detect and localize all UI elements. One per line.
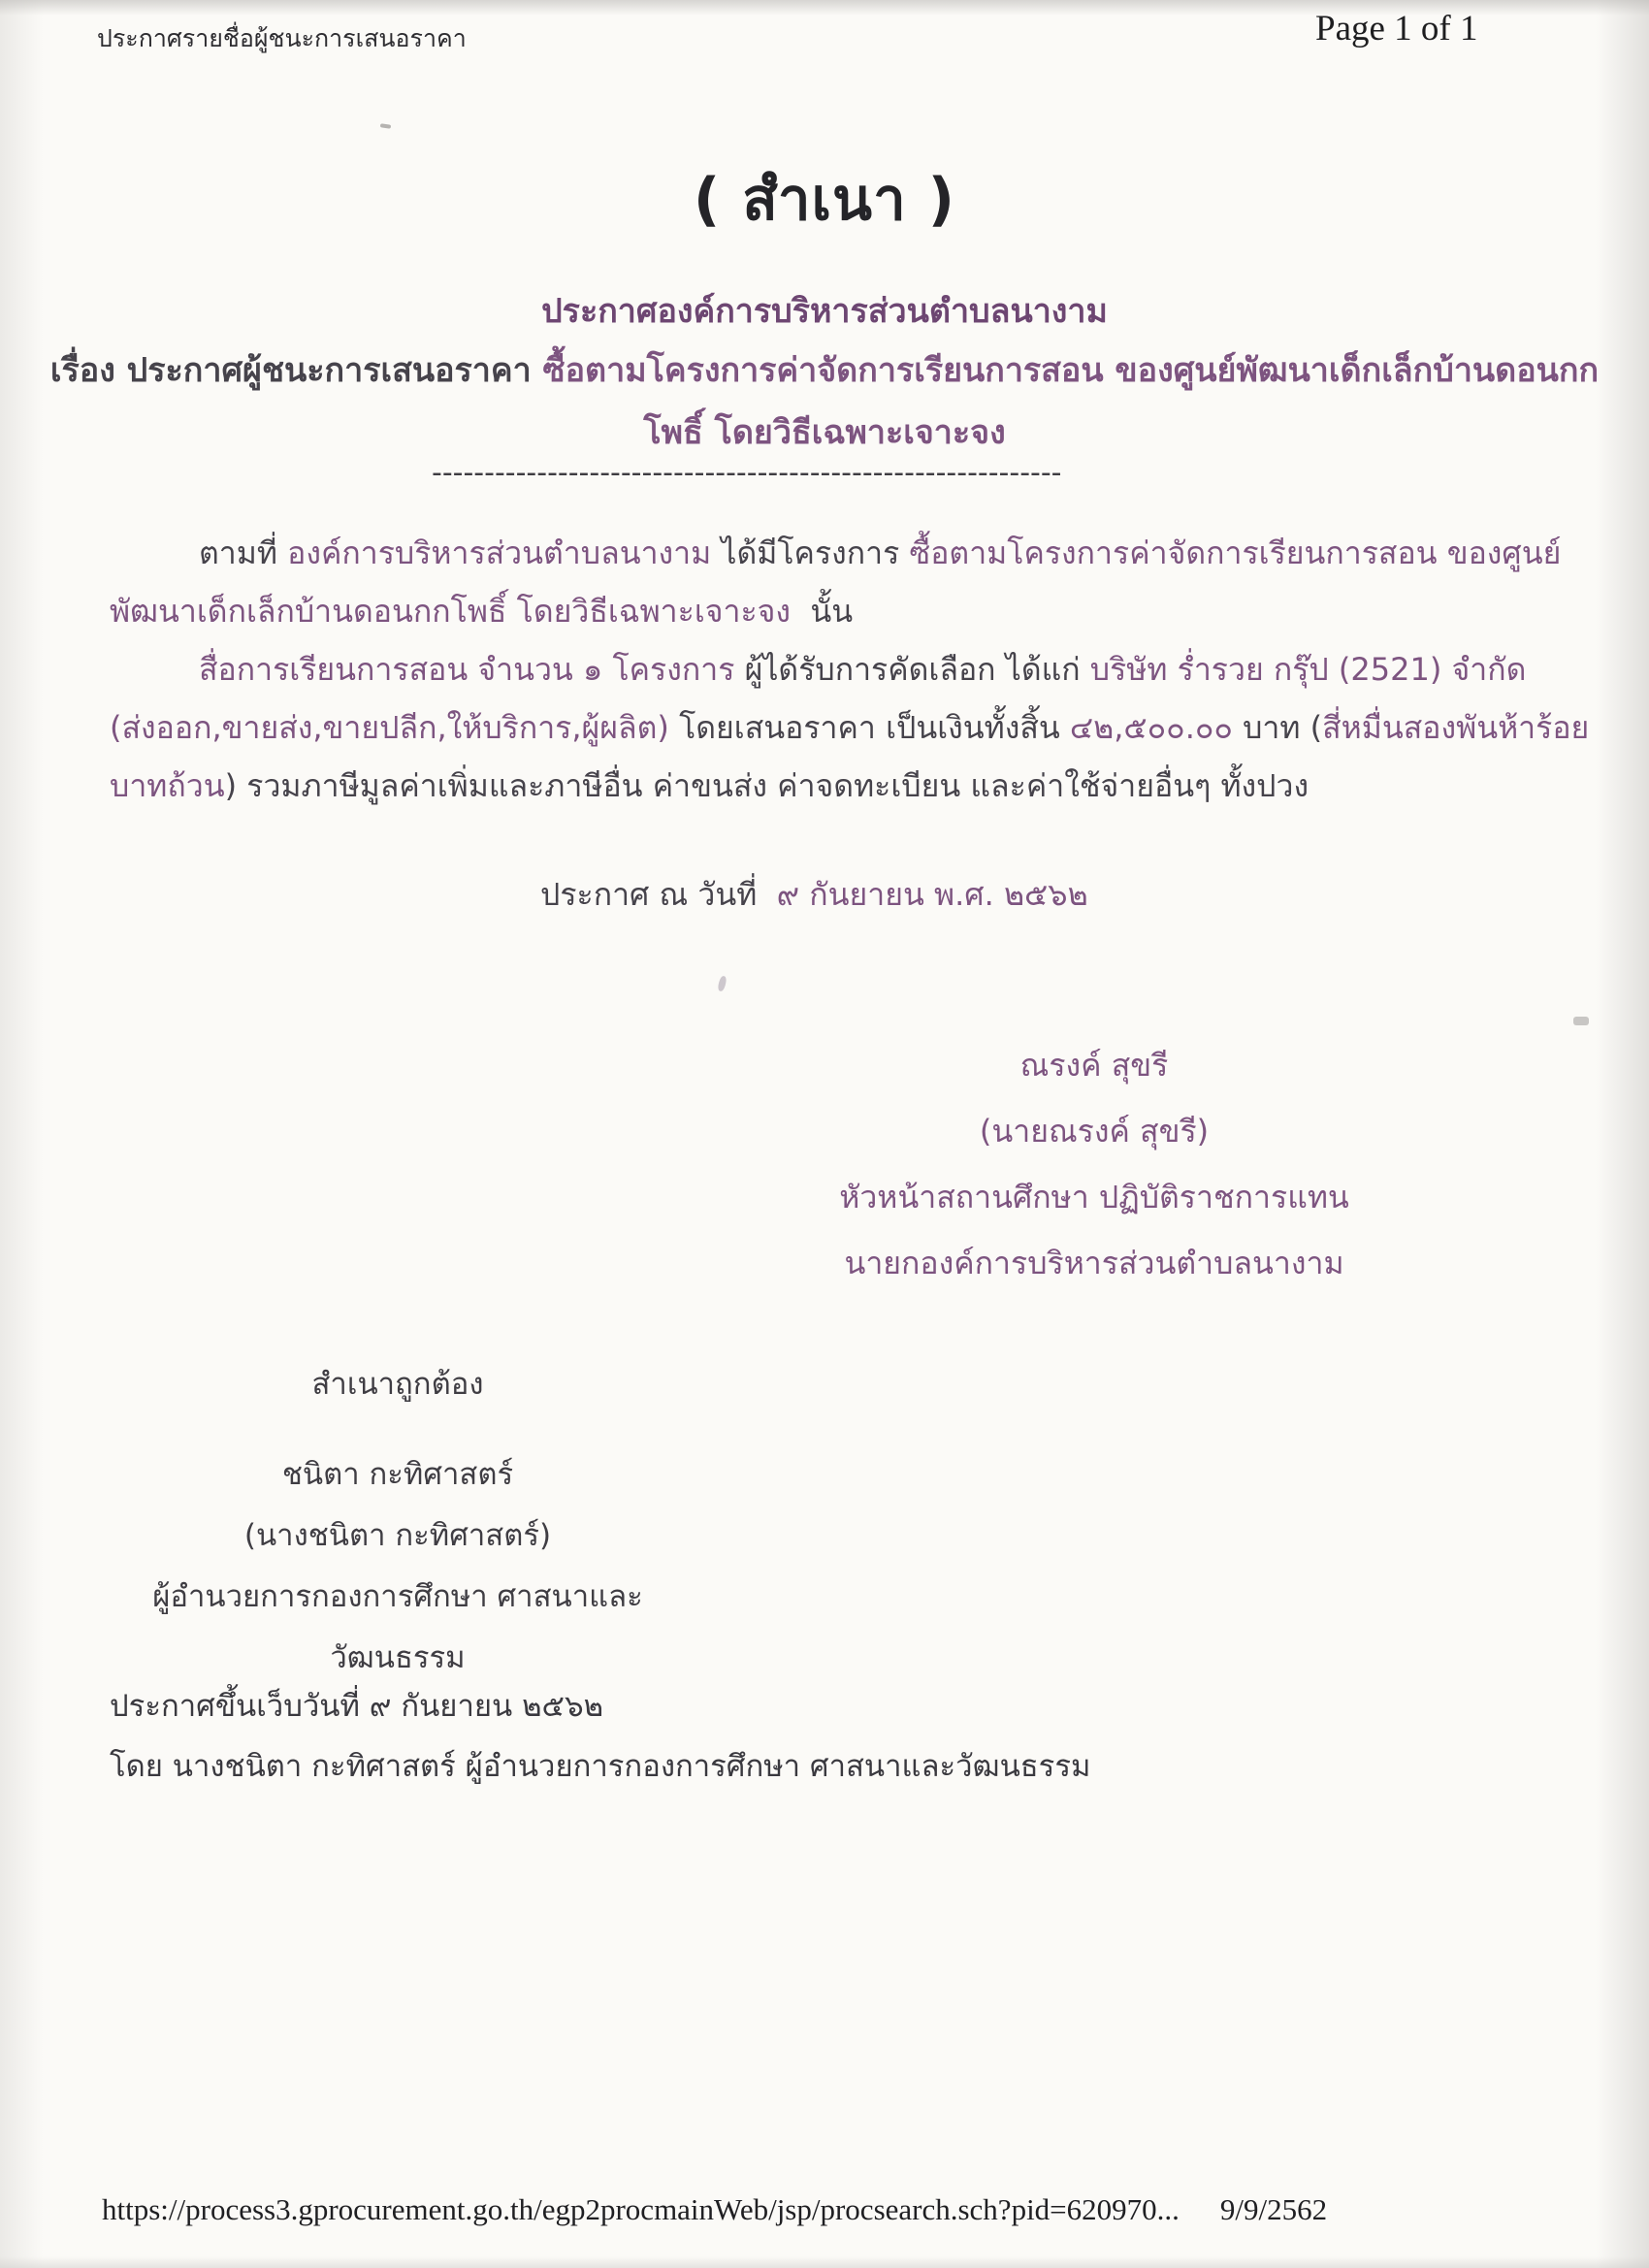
text-segment: องค์การบริหารส่วนตำบลนางาม [287, 535, 722, 571]
text-segment: สื่อการเรียนการสอน จำนวน ๑ โครงการ [199, 651, 745, 688]
scan-artifact [380, 123, 391, 128]
signer-position-line-2: นายกองค์การบริหารส่วนตำบลนางาม [844, 1245, 1344, 1281]
text-segment: ผู้ได้รับการคัดเลือก ได้แก่ [744, 651, 1090, 688]
web-post-by-line: โดย นางชนิตา กะทิศาสตร์ ผู้อำนวยการกองการศึกษา ศาสนาและวัฒนธรรม [110, 1749, 1091, 1784]
text-segment: โดยเสนอราคา เป็นเงินทั้งสิ้น [679, 709, 1070, 746]
certified-copy-block [107, 1354, 689, 1689]
certifier-position-line-1: ผู้อำนวยการกองการศึกษา ศาสนาและ [152, 1579, 643, 1614]
subject-line-2 [0, 402, 1649, 464]
text-segment: ซื้อตามโครงการค่าจัดการเรียนการสอน ของศูนย์พัฒนาเด็กเล็กบ้านดอนกก [542, 351, 1600, 390]
page-number-label: Page 1 of 1 [1315, 9, 1478, 49]
body-paragraphs [110, 524, 1590, 815]
copy-banner: ( สำเนา ) [693, 166, 956, 234]
body-line [110, 698, 1590, 757]
signature-block [803, 1032, 1385, 1296]
scan-artifact [1573, 1017, 1589, 1025]
footer-url: https://process3.gprocurement.go.th/egp2procmainWeb/jsp/procsearch.sch?pid=620970... [102, 2192, 1180, 2226]
text-segment: นั้น [791, 593, 854, 630]
signer-position-line-1: หัวหน้าสถานศึกษา ปฏิบัติราชการแทน [839, 1179, 1349, 1215]
text-segment: โพธิ์ โดยวิธีเฉพาะเจาะจง [643, 413, 1006, 452]
text-segment: (ส่งออก,ขายส่ง,ขายปลีก,ให้บริการ,ผู้ผลิต) [110, 709, 680, 746]
text-segment: ๙ กันยายน พ.ศ. ๒๕๖๒ [776, 876, 1088, 913]
certified-copy-label: สำเนาถูกต้อง [311, 1367, 484, 1402]
body-line [110, 640, 1565, 698]
text-segment: เรื่อง ประกาศผู้ชนะการเสนอราคา [49, 351, 543, 390]
text-segment: ตามที่ [199, 535, 288, 571]
signer-name-paren: (นายณรงค์ สุขรี) [979, 1113, 1210, 1150]
certifier-name-paren: (นางชนิตา กะทิศาสตร์) [243, 1518, 552, 1553]
body-line [110, 524, 1565, 582]
web-post-date-line: ประกาศขึ้นเว็บวันที่ ๙ กันยายน ๒๕๖๒ [110, 1689, 604, 1724]
web-post-block [110, 1676, 1090, 1797]
announce-date-line [540, 870, 1088, 920]
text-segment: ได้มีโครงการ [721, 535, 910, 571]
body-line [110, 582, 1565, 640]
footer-date: 9/9/2562 [1219, 2192, 1328, 2226]
document-header-title: ประกาศรายชื่อผู้ชนะการเสนอราคา [97, 24, 467, 52]
print-footer [102, 2192, 1327, 2227]
certifier-position-line-2: วัฒนธรรม [330, 1640, 466, 1675]
subject-line-1 [0, 340, 1649, 402]
scan-artifact [717, 975, 728, 991]
text-segment: ) รวมภาษีมูลค่าเพิ่มและภาษีอื่น ค่าขนส่ง ค่าจดทะเบียน และค่าใช้จ่ายอื่นๆ ทั้งปวง [224, 767, 1310, 804]
text-segment: สี่หมื่นสองพันห้าร้อย [1322, 709, 1590, 746]
text-segment: บาท ( [1243, 709, 1323, 746]
dashed-separator: ------------------------------------------------------------ [432, 456, 1062, 490]
text-segment: บริษัท ร่ำรวย กรุ๊ป (2521) จำกัด [1089, 651, 1527, 688]
text-segment: ประกาศ ณ วันที่ [540, 876, 777, 913]
announcement-subject [0, 340, 1649, 464]
announcement-org-title: ประกาศองค์การบริหารส่วนตำบลนางาม [541, 292, 1108, 331]
text-segment: บาทถ้วน [110, 767, 225, 804]
certifier-name: ชนิตา กะทิศาสตร์ [281, 1457, 514, 1492]
text-segment: พัฒนาเด็กเล็กบ้านดอนกกโพธิ์ โดยวิธีเฉพาะเจาะจง [110, 593, 792, 630]
text-segment: ๔๒,๕๐๐.๐๐ [1069, 709, 1244, 746]
text-segment: ซื้อตามโครงการค่าจัดการเรียนการสอน ของศูนย์ [909, 535, 1562, 571]
signer-name: ณรงค์ สุขรี [1019, 1047, 1169, 1084]
body-line [110, 757, 1565, 815]
